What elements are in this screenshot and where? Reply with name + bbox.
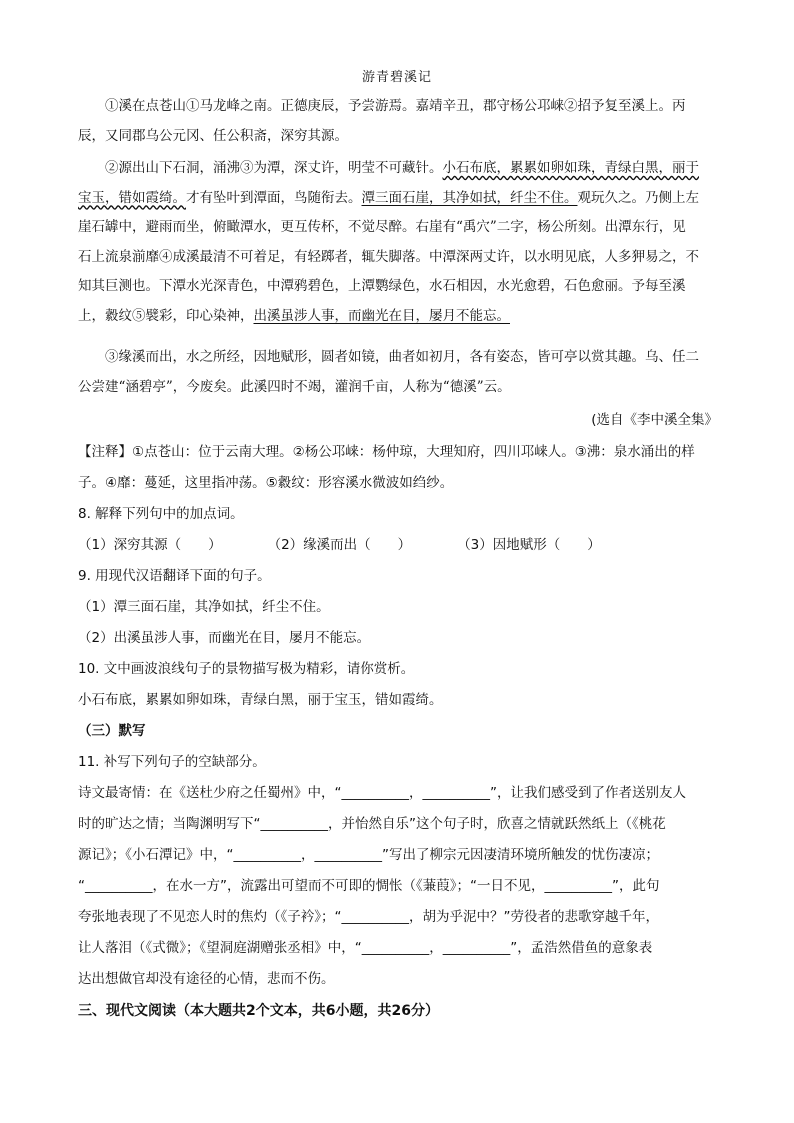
question-11-line-7: 达出想做官却没有途径的心情，悲而不伤。 xyxy=(78,971,335,987)
paragraph-1 xyxy=(78,92,718,151)
question-11-line-6[interactable]: 让人落泪（《式微》；《望洞庭湖赠张丞相》中，“__________，__________”，孟浩然借鱼的意象表 xyxy=(78,940,653,956)
question-11-line-5[interactable]: 夸张地表现了不见恋人时的焦灼（《子衿》；“__________，胡为乎泥中？”劳役者的悲歌穿越千年， xyxy=(78,909,659,925)
wavy-underlined-sentence-end: 宝玉，错如霞绮。 xyxy=(78,189,186,206)
section-dictation-heading: （三）默写 xyxy=(78,723,146,739)
wavy-underlined-sentence: 小石布底，累累如卵如珠，青绿白黑，丽于 xyxy=(442,160,699,176)
paragraph-1-line-2: 辰，又同郡乌公元冈、任公积斋，深穷其源。 xyxy=(78,127,348,144)
section-3-heading: 三、现代文阅读（本大题共2个文本，共6小题，共26分） xyxy=(78,1003,439,1019)
question-11-line-3[interactable]: 源记》；《小石潭记》中，“__________，__________”写出了柳宗元因凄清环境所触发的忧伤凄凉； xyxy=(78,847,659,863)
question-8-item-2[interactable]: （2）缘溪而出（ ） xyxy=(267,537,412,553)
question-11-line-2[interactable]: 时的旷达之情；当陶渊明写下“__________，并怡然自乐”这个句子时，欣喜之情就跃然纸上（《桃花 xyxy=(78,816,666,832)
question-10-sentence: 小石布底，累累如卵如珠，青绿白黑，丽于宝玉，错如霞绮。 xyxy=(78,692,443,708)
source-note: (选自《李中溪全集》 xyxy=(591,412,718,428)
paragraph-2-line-5: 知其巨测也。下潭水光深青色，中潭鸦碧色，上潭鹦绿色，水石相因，水光愈碧，石色愈丽。予每至溪 xyxy=(78,278,686,294)
paragraph-2-line-2 xyxy=(78,184,718,214)
question-11-line-1[interactable]: 诗文最寄情：在《送杜少府之任蜀州》中，“__________，__________”，让我们感受到了作者送别友人 xyxy=(78,785,686,801)
question-9-sentence-2: （2）出溪虽涉人事，而幽光在目，屡月不能忘。 xyxy=(78,630,371,646)
question-11: 11. 补写下列句子的空缺部分。 xyxy=(78,754,266,770)
article-title: 游青碧溪记 xyxy=(361,70,432,85)
paragraph-2-line-3: 崖石罅中，避雨而坐，俯瞰潭水，更互传杯，不觉尽醉。右崖有“禹穴”二字，杨公所刻。出潭东行，见 xyxy=(78,219,686,235)
paragraph-2-line-4: 石上流泉湔靡④成溪最清不可着足，有轻踯者，辄失脚落。中潭深两丈许，以水明见底，人多狎易之，不 xyxy=(78,248,699,265)
question-9-sentence-1: （1）潭三面石崖，其净如拭，纤尘不住。 xyxy=(78,599,330,615)
paragraph-2-text: 观玩久之。乃侧上左 xyxy=(577,189,699,206)
paragraph-2-line-1 xyxy=(78,154,718,184)
paragraph-1-line-1: ①溪在点苍山①马龙峰之南。正德庚辰，予尝游焉。嘉靖辛丑，郡守杨公邛崃②招予复至溪上。丙 xyxy=(105,98,686,114)
paragraph-3-line-2: 公尝建“涵碧亭”，今废矣。此溪四时不竭，灌润千亩，人称为“德溪”云。 xyxy=(78,378,511,395)
paragraph-2-text: 上，縠纹⑤襞彩，印心染神， xyxy=(78,307,254,324)
paragraph-2 xyxy=(78,154,718,331)
annotation-line-1: 【注释】①点苍山：位于云南大理。②杨公邛崃：杨仲琼，大理知府，四川邛崃人。③沸：泉水涌出的样 xyxy=(78,444,695,460)
paragraph-2-text: 才有坠叶到潭面，鸟随衔去。 xyxy=(186,189,362,206)
paragraph-3 xyxy=(78,343,718,402)
questions-block xyxy=(78,437,720,995)
question-11-line-4[interactable]: “__________，在水一方”，流露出可望而不可即的惆怅（《蒹葭》；“一日不见，__________”，此句 xyxy=(78,878,660,894)
paragraph-2-text: ②源出山下石洞，涌沸③为潭，深丈许，明莹不可藏针。 xyxy=(105,160,443,176)
paragraph-2-line-6 xyxy=(78,302,718,332)
question-8-item-1[interactable]: （1）深穷其源（ ） xyxy=(78,537,222,553)
underlined-sentence-1: 潭三面石崖，其净如拭，纤尘不住。 xyxy=(361,189,578,206)
question-8-items xyxy=(78,530,720,561)
question-8-item-3[interactable]: （3）因地赋形（ ） xyxy=(457,537,601,553)
paragraph-3-line-1: ③缘溪而出，水之所经，因地赋形，圆者如镜，曲者如初月，各有姿态，皆可亭以赏其趣。乌、任二 xyxy=(105,349,699,365)
annotation-line-2: 子。④靡：蔓延，这里指冲荡。⑤縠纹：形容溪水微波如绉纱。 xyxy=(78,475,454,491)
question-8: 8. 解释下列句中的加点词。 xyxy=(78,506,244,522)
question-10: 10. 文中画波浪线句子的景物描写极为精彩，请你赏析。 xyxy=(78,661,415,677)
question-9: 9. 用现代汉语翻译下面的句子。 xyxy=(78,568,271,584)
underlined-sentence-2: 出溪虽涉人事，而幽光在目，屡月不能忘。 xyxy=(253,307,510,324)
